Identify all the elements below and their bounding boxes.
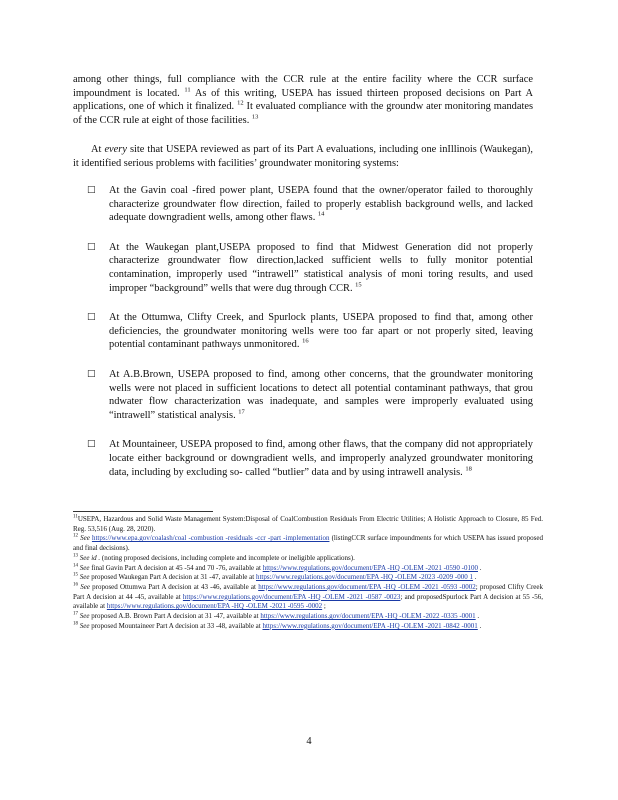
footnote-signal: See xyxy=(79,573,90,582)
footnote-number: 12 xyxy=(73,534,78,540)
list-item xyxy=(73,311,533,352)
footnote-number: 17 xyxy=(73,611,78,617)
footnote-end: . xyxy=(479,621,482,630)
footnote-15 xyxy=(73,573,543,583)
footnote-ref-14[interactable]: 14 xyxy=(317,210,325,218)
checkbox-bullet-icon: □ xyxy=(87,312,96,323)
footnote-17 xyxy=(73,612,543,622)
footnote-link[interactable]: https://www.regulations.gov/document/EPA -HQ -OLEM -2021 -0593 -0002 xyxy=(258,582,476,591)
paragraph-text: At xyxy=(91,144,102,155)
emphasis-text: every xyxy=(104,144,127,155)
footnote-end: . xyxy=(479,563,482,572)
paragraph-text: site that USEPA reviewed as part of its Part A evaluations, including one inIllinois (Waukegan), it identified serious problems with facilities’ groundwater monitoring systems: xyxy=(73,144,533,169)
footnote-text: USEPA, Hazardous and Solid Waste Management System:Disposal of CoalCombustion Residuals From Electric Utilities; A Holistic Approach to Closure, 85 Fed. Reg. 53,516 (Aug. 28, 2020). xyxy=(73,515,543,533)
footnote-ref-13[interactable]: 13 xyxy=(251,113,259,121)
footnote-number: 15 xyxy=(73,572,78,578)
checkbox-bullet-icon: □ xyxy=(87,241,96,252)
list-item xyxy=(73,184,533,225)
footnote-18 xyxy=(73,622,543,632)
footnote-number: 11 xyxy=(73,514,78,520)
footnote-signal: See id . xyxy=(79,553,101,562)
footnote-16 xyxy=(73,583,543,612)
footnote-ref-17[interactable]: 17 xyxy=(238,408,245,416)
paragraph-text: among other things, full compliance with the CCR rule at the entire facility where the CCR surface impoundment is located. xyxy=(73,74,533,99)
footnote-text: proposed Ottumwa Part A decision at 43 -46, available at xyxy=(92,582,256,591)
footnote-number: 18 xyxy=(73,621,78,627)
footnote-link[interactable]: https://www.regulations.gov/document/EPA -HQ -OLEM -2021 -0595 -0002 xyxy=(106,602,323,611)
footnote-ref-12[interactable]: 12 xyxy=(237,99,244,107)
footnote-end: . xyxy=(477,612,480,621)
footnote-text: final Gavin Part A decision at 45 -54 and 70 -76, available at xyxy=(91,563,261,572)
footnote-divider xyxy=(73,511,213,512)
footnote-13 xyxy=(73,554,543,564)
list-item xyxy=(73,368,533,422)
footnote-text: ; proposed Clifty Creek Part A decision at 44 -45, available at xyxy=(73,582,544,601)
paragraph-text: It evaluated compliance with the groundw ater monitoring mandates of the CCR rule at eight of those facilities. xyxy=(73,101,533,126)
footnote-12 xyxy=(73,534,543,553)
footnote-text: (listingCCR surface impoundments for which USEPA has issued proposed and final decisions). xyxy=(73,534,543,553)
footnote-link[interactable]: https://www.regulations.gov/document/EPA -HQ -OLEM -2021 -0590 -0100 xyxy=(262,563,478,572)
footnote-link[interactable]: https://www.regulations.gov/document/EPA -HQ -OLEM -2021 -0587 -0023 xyxy=(182,592,401,601)
footnote-end: . xyxy=(474,573,477,582)
footnote-link[interactable]: https://www.regulations.gov/document/EPA -HQ -OLEM -2022 -0335 -0001 xyxy=(260,612,476,621)
paragraph-intro xyxy=(73,143,533,170)
footnote-ref-16[interactable]: 16 xyxy=(302,337,309,345)
footnote-number: 16 xyxy=(73,582,78,588)
footnote-text: proposed Waukegan Part A decision at 31 -47, available at xyxy=(91,573,255,582)
footnote-ref-18[interactable]: 18 xyxy=(465,465,472,473)
list-item-text: At A.B.Brown, USEPA proposed to find, among other concerns, that the groundwater monitoring wells were not placed in sufficient locations to detect all potential contaminant pathways, that grou ndwater flow characterization was inadequate, and samples were improperly evaluated using “intrawell” statistical analysis. xyxy=(109,368,533,421)
footnote-link[interactable]: https://www.regulations.gov/document/EPA -HQ -OLEM -2023 -0209 -000 1 xyxy=(255,573,474,582)
footnotes xyxy=(73,515,543,631)
footnote-text: ; and proposedSpurlock Part A decision at 55 -56, available at xyxy=(73,592,544,611)
footnote-end: ; xyxy=(323,602,326,611)
list-item xyxy=(73,438,533,479)
footnote-link[interactable]: https://www.epa.gov/coalash/coal -combustion -residuals -ccr -part -implementation xyxy=(91,534,330,543)
footnote-signal: See xyxy=(79,612,90,621)
footnote-text: (noting proposed decisions, including complete and incomplete or ineligible applications). xyxy=(101,553,355,562)
footnote-signal: See xyxy=(80,582,90,591)
list-item-text: At Mountaineer, USEPA proposed to find, among other flaws, that the company did not appropriately locate either background or downgradient wells, and improperly analyzed groundwater monitoring data, including by excluding so- called “butlier” data and by using intrawell analysis. xyxy=(109,439,533,478)
footnote-text: proposed A.B. Brown Part A decision at 31 -47, available at xyxy=(91,612,259,621)
footnote-ref-15[interactable]: 15 xyxy=(355,281,362,289)
checkbox-bullet-icon: □ xyxy=(87,368,96,379)
paragraph-continuation xyxy=(73,73,533,127)
footnote-ref-11[interactable]: 11 xyxy=(184,86,191,94)
footnote-link[interactable]: https://www.regulations.gov/document/EPA -HQ -OLEM -2021 -0842 -0001 xyxy=(262,621,478,630)
list-item xyxy=(73,241,533,295)
list-item-text: At the Waukegan plant,USEPA proposed to find that Midwest Generation did not properly characterize groundwater flow direction,lacked sufficient wells to fully monitor potential contamination, improperly used “intrawell” statistical analysis of moni toring results, and used improper “background” wells that were dug through CCR. xyxy=(109,241,533,294)
paragraph-text: As of this writing, USEPA has issued thirteen proposed decisions on Part A applications, one of which it finalized. xyxy=(73,87,533,113)
checkbox-bullet-icon: □ xyxy=(87,185,96,195)
footnote-11 xyxy=(73,515,543,534)
footnote-number: 13 xyxy=(73,553,78,559)
findings-list xyxy=(73,184,533,495)
footnote-signal: See xyxy=(79,563,90,572)
footnote-signal: See xyxy=(80,534,90,543)
footnote-14 xyxy=(73,564,543,574)
page-number: 4 xyxy=(306,736,312,747)
footnote-signal: See xyxy=(79,621,90,630)
footnote-number: 14 xyxy=(73,563,78,569)
footnote-text: proposed Mountaineer Part A decision at 33 -48, available at xyxy=(91,621,261,630)
list-item-text: At the Ottumwa, Clifty Creek, and Spurlock plants, USEPA proposed to find that, among other deficiencies, the groundwater monitoring wells were too far apart or not properly sited, leaving potential contaminant pathways unmonitored. xyxy=(109,312,533,351)
checkbox-bullet-icon: □ xyxy=(87,439,96,450)
list-item-text: At the Gavin coal -fired power plant, USEPA found that the owner/operator failed to thoroughly characterize groundwater flow direction, failed to properly establish background wells, and lacked adequate downgradient wells, among other flaws. xyxy=(109,185,533,224)
